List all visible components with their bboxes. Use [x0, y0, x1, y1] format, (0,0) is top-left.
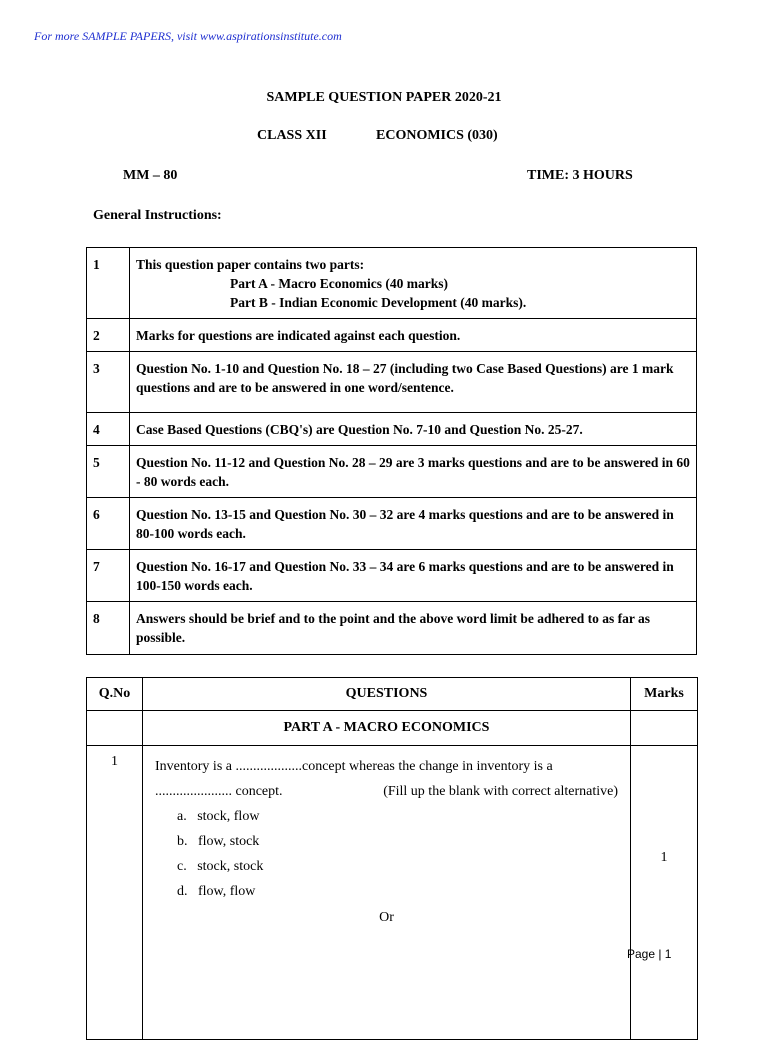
instruction-text: Marks for questions are indicated against each question. — [130, 319, 697, 352]
instruction-subline: Part A - Macro Economics (40 marks) — [230, 276, 448, 291]
marks-header: Marks — [631, 678, 698, 711]
question-line: Inventory is a ...................concept whereas the change in inventory is a — [155, 759, 553, 774]
qno-header: Q.No — [87, 678, 143, 711]
class-label: CLASS XII — [257, 128, 327, 143]
instruction-text: Case Based Questions (CBQ's) are Question No. 7-10 and Question No. 25-27. — [130, 413, 697, 446]
instruction-subline: Part B - Indian Economic Development (40 marks). — [230, 295, 527, 310]
subject-label: ECONOMICS (030) — [376, 128, 498, 143]
instruction-text: Question No. 16-17 and Question No. 33 – 34 are 6 marks questions and are to be answered in 100-150 words each. — [130, 550, 697, 602]
instruction-row — [87, 352, 697, 413]
instruction-row — [87, 248, 697, 319]
question-line-2 — [155, 779, 618, 804]
question-row — [87, 746, 698, 1040]
part-a-heading: PART A - MACRO ECONOMICS — [143, 711, 631, 746]
question-blank: ...................... concept. — [155, 784, 283, 799]
instruction-text: Answers should be brief and to the point and the above word limit be adhered to as far as possible. — [130, 602, 697, 655]
instruction-line: This question paper contains two parts: — [136, 257, 365, 272]
instruction-text: Question No. 13-15 and Question No. 30 – 32 are 4 marks questions and are to be answered in 80-100 words each. — [130, 498, 697, 550]
option-c: c. stock, stock — [177, 859, 264, 874]
paper-title: SAMPLE QUESTION PAPER 2020-21 — [266, 90, 502, 105]
instruction-number: 1 — [87, 248, 130, 319]
page-number: Page | 1 — [627, 947, 672, 961]
instruction-row — [87, 319, 697, 352]
questions-header: QUESTIONS — [143, 678, 631, 711]
empty-cell — [631, 711, 698, 746]
questions-header-row — [87, 678, 698, 711]
instruction-row — [87, 602, 697, 655]
question-number: 1 — [87, 746, 143, 1040]
time-label: TIME: 3 HOURS — [527, 168, 633, 183]
instruction-number: 3 — [87, 352, 130, 413]
max-marks: MM – 80 — [123, 168, 178, 183]
instruction-number: 4 — [87, 413, 130, 446]
promo-link[interactable]: For more SAMPLE PAPERS, visit www.aspirationsinstitute.com — [34, 29, 342, 43]
option-a: a. stock, flow — [177, 809, 260, 824]
instruction-number: 8 — [87, 602, 130, 655]
instruction-number: 2 — [87, 319, 130, 352]
empty-cell — [87, 711, 143, 746]
option-b: b. flow, stock — [177, 834, 260, 849]
question-text — [143, 746, 631, 1040]
instruction-row — [87, 413, 697, 446]
instruction-number: 5 — [87, 446, 130, 498]
instruction-row — [87, 446, 697, 498]
instructions-table — [86, 247, 697, 655]
questions-table — [86, 677, 698, 1040]
question-hint: (Fill up the blank with correct alternative) — [383, 784, 618, 799]
part-a-row — [87, 711, 698, 746]
instruction-text: Question No. 11-12 and Question No. 28 – 29 are 3 marks questions and are to be answered in 60 - 80 words each. — [130, 446, 697, 498]
instruction-text — [130, 248, 697, 319]
instructions-heading: General Instructions: — [93, 208, 222, 223]
or-separator: Or — [379, 910, 394, 925]
option-d: d. flow, flow — [177, 884, 256, 899]
instruction-number: 7 — [87, 550, 130, 602]
instruction-text: Question No. 1-10 and Question No. 18 – 27 (including two Case Based Questions) are 1 mark questions and are to be answered in one word/sentence. — [130, 352, 697, 413]
instruction-number: 6 — [87, 498, 130, 550]
question-marks: 1 — [631, 746, 698, 1040]
instruction-row — [87, 498, 697, 550]
instruction-row — [87, 550, 697, 602]
